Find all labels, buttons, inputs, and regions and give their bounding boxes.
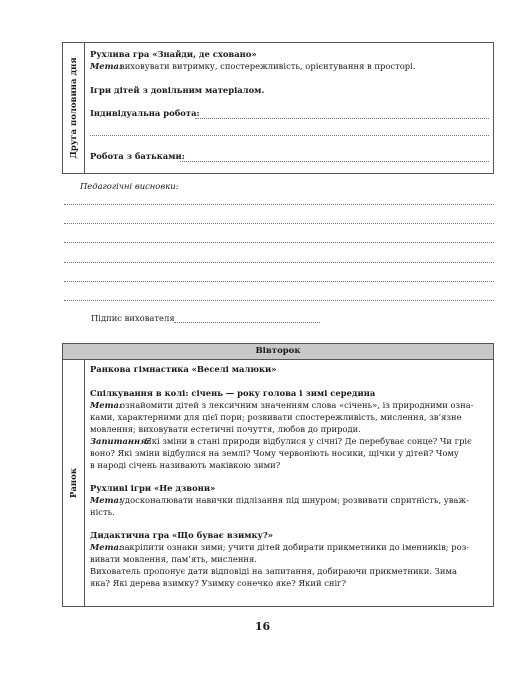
free-play-label: Ігри дітей з довільним матеріалом. (90, 85, 265, 95)
circle-title: Спілкування в колі: січень — року голова і зимі середина (90, 388, 376, 398)
questions-line: воно? Які зміни відбулися на землі? Чому червоніють носики, щічки у дітей? Чому (90, 448, 459, 458)
game-title: Рухлива гра «Знайди, де сховано» (90, 49, 257, 59)
conclusions-line-3 (64, 242, 494, 243)
didactic-goal-label: Мета: (90, 542, 122, 552)
circle-goal-line: мовлення; виховувати естетичні почуття, любов до природи. (90, 424, 361, 434)
conclusions-label: Педагогічні висновки: (80, 181, 179, 191)
game-goal-label: Мета: (90, 61, 122, 71)
morning-side-cell (63, 360, 85, 606)
gym-title: Ранкова гімнастика «Веселі малюки» (90, 364, 277, 374)
didactic-goal-line: вивати мовлення, пам’ять, мислення. (90, 554, 257, 564)
evening-section-table (62, 42, 494, 174)
mobile-goal-label: Мета: (90, 495, 122, 505)
questions-line: Які зміни в стані природи відбулися у січні? Де перебуває сонце? Чи гріє (145, 436, 472, 446)
mobile-goal-line: удосконалювати навички підлізання під шнуром; розвивати спритність, уваж- (120, 495, 469, 505)
conclusions-line-5 (64, 281, 494, 282)
circle-goal-line: ознайомити дітей з лексичним значенням слова «січень», із природними озна- (120, 400, 474, 410)
conclusions-line-2 (64, 223, 494, 224)
didactic-text-line: Вихователь пропонує дати відповіді на запитання, добираючи прикметники. Зима (90, 566, 457, 576)
questions-label: Запитання: (90, 436, 150, 446)
conclusions-line-6 (64, 300, 494, 301)
mobile-goal-line: ність. (90, 507, 115, 517)
questions-line: в народі січень називають маківкою зими? (90, 460, 281, 470)
parents-work-line (180, 161, 489, 162)
page-number: 16 (254, 620, 271, 633)
didactic-goal-line: закріпити ознаки зими; учити дітей добирати прикметники до іменників; роз- (120, 542, 470, 552)
conclusions-line-1 (64, 204, 494, 205)
circle-goal-label: Мета: (90, 400, 122, 410)
evening-side-label: Друга половина дня (68, 57, 79, 159)
signature-label: Підпис вихователя (91, 313, 175, 323)
evening-side-cell (63, 43, 85, 173)
individual-work-label: Індивідуальна робота: (90, 108, 200, 118)
circle-goal-line: ками, характерними для цієї пори; розвивати спостережливість, мислення, зв’язне (90, 412, 462, 422)
individual-work-line-2 (90, 135, 489, 136)
conclusions-line-4 (64, 262, 494, 263)
parents-work-label: Робота з батьками: (90, 151, 185, 161)
didactic-game-title: Дидактична гра «Що буває взимку?» (90, 530, 274, 540)
individual-work-line (195, 118, 489, 119)
morning-side-label: Ранок (68, 468, 79, 498)
tuesday-table (62, 343, 494, 607)
game-goal-text: виховувати витримку, спостережливість, орієнтування в просторі. (120, 61, 416, 71)
signature-line (174, 322, 320, 323)
mobile-game-title: Рухливі ігри «Не дзвони» (90, 483, 216, 493)
tuesday-header-label: Вівторок (255, 346, 301, 356)
tuesday-header (63, 344, 493, 360)
didactic-text-line: яка? Які дерева взимку? Узимку сонечко яке? Який сніг? (90, 578, 347, 588)
